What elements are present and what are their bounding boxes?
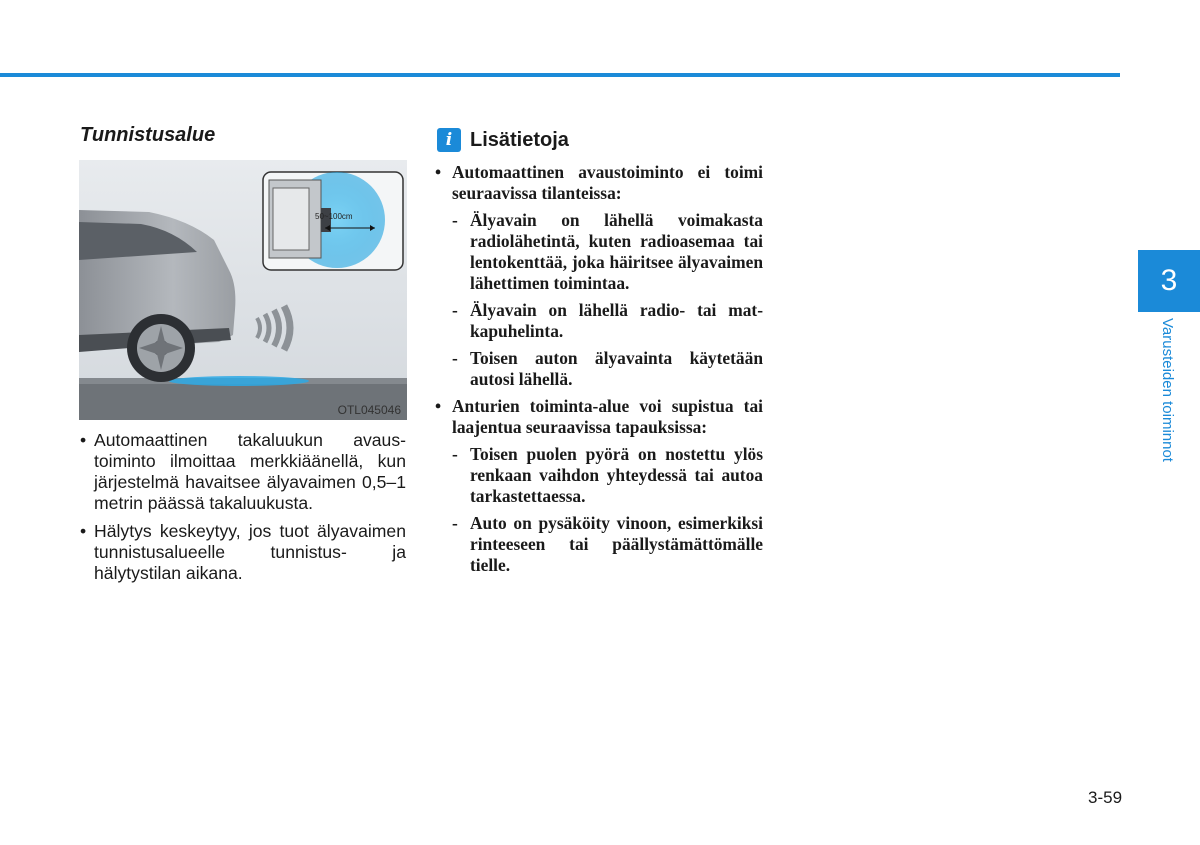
inset-distance-label: 50~100cm [315, 212, 353, 221]
info-header [437, 128, 569, 152]
detection-notes-list [80, 430, 406, 591]
chapter-number-tab: 3 [1138, 250, 1200, 312]
list-item: • Hälytys keskeytyy, jos tuot älyavaimen tunnistusalueelle tunnistus- ja hälytystilan aikana. [80, 521, 406, 584]
car-illustration [79, 160, 407, 420]
info-icon: i [437, 128, 461, 152]
detection-area-illustration [79, 160, 407, 420]
info-title: Lisätietoja [470, 128, 569, 151]
info-bullet: • Automaattinen avaustoiminto ei toimi seuraavissa tilanteissa: [435, 162, 763, 204]
info-bullet: • Anturien toiminta-alue voi supistua tai laajentua seuraavissa tapauksissa: [435, 396, 763, 438]
header-rule [0, 73, 1120, 77]
section-title: Tunnistusalue [80, 124, 216, 146]
info-sub-item: - Älyavain on lähellä radio- tai matkapuhelinta. [435, 300, 763, 342]
info-sub-item: - Toisen puolen pyörä on nostettu ylös renkaan vaihdon yhteydessä tai autoa tarkastettaessa. [435, 444, 763, 507]
list-item: • Automaattinen takaluukun avaustoiminto ilmoittaa merkkiäänellä, kun järjestelmä havaitsee älyavaimen 0,5–1 metrin päässä takaluukusta. [80, 430, 406, 514]
chapter-side-label: Varusteiden toiminnot [1159, 318, 1176, 462]
info-sub-item: - Toisen auton älyavainta käytetään autosi lähellä. [435, 348, 763, 390]
info-notes [435, 162, 763, 582]
info-sub-item: - Älyavain on lähellä voimakasta radiolähetintä, kuten radioasemaa tai lentokenttää, joka häiritsee älyavaimen lähettimen toimintaa. [435, 210, 763, 294]
info-sub-item: - Auto on pysäköity vinoon, esimerkiksi rinteeseen tai päällystämättömälle tielle. [435, 513, 763, 576]
figure-code: OTL045046 [337, 403, 401, 417]
page-number: 3-59 [1088, 788, 1123, 807]
